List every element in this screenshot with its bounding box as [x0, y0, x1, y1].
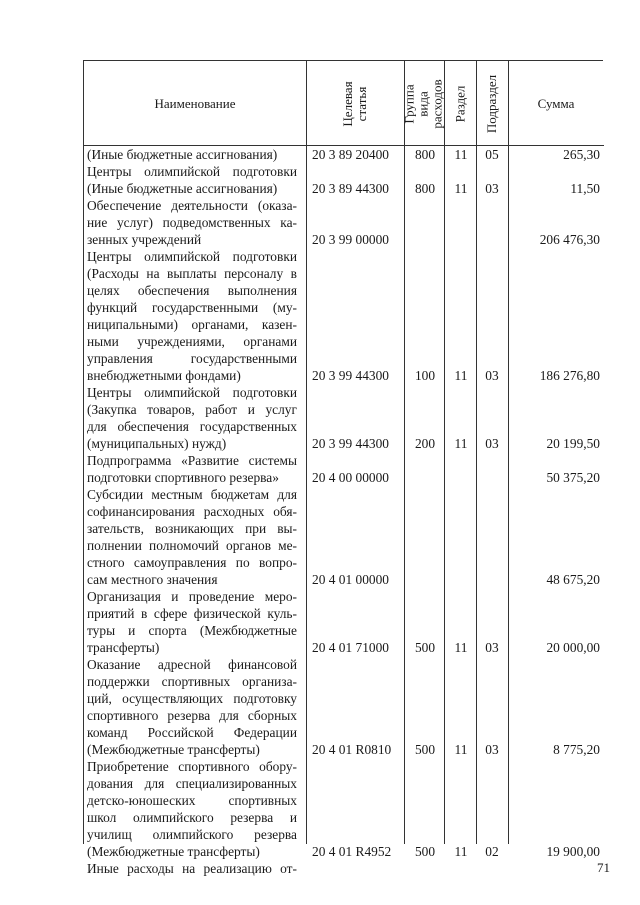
line-sum: 11,50 — [570, 181, 600, 196]
line-sum: 206 476,30 — [539, 232, 600, 247]
line-code: 20 4 01 R4952 — [312, 844, 392, 859]
header-name: Наименование — [154, 95, 236, 111]
header-name-cell — [84, 61, 306, 146]
table-row — [84, 146, 604, 163]
header-sum: Сумма — [537, 95, 575, 111]
header-code-cell — [306, 61, 404, 146]
line-code: 20 3 89 44300 — [312, 181, 389, 196]
table-row — [84, 180, 604, 197]
line-subsection: 03 — [485, 368, 499, 383]
table-row — [84, 367, 604, 384]
line-code: 20 3 99 00000 — [312, 232, 389, 247]
line-subsection: 03 — [485, 742, 499, 757]
header-subsection-cell — [476, 61, 508, 146]
line-group: 500 — [414, 742, 436, 757]
line-sum: 8 775,20 — [553, 742, 600, 757]
line-section: 11 — [454, 368, 468, 383]
line-name: школ олимпийского резерва и — [87, 810, 297, 825]
table-row — [84, 299, 604, 316]
table-row — [84, 384, 604, 401]
table-row — [84, 435, 604, 452]
table-row — [84, 605, 604, 622]
line-code: 20 4 00 00000 — [312, 470, 389, 485]
line-code: 20 4 01 R0810 — [312, 742, 392, 757]
line-name: (Межбюджетные трансферты) — [87, 742, 260, 757]
line-name: стного самоуправления по вопро- — [87, 555, 297, 570]
line-name: внебюджетными фондами) — [87, 368, 241, 383]
line-code: 20 4 01 71000 — [312, 640, 389, 655]
header-section-cell — [444, 61, 476, 146]
table-row — [84, 333, 604, 350]
header-group-cell — [404, 61, 444, 146]
line-sum: 50 375,20 — [546, 470, 600, 485]
table-row — [84, 843, 604, 860]
line-name: ций, осуществляющих подготовку — [87, 691, 297, 706]
table-row — [84, 554, 604, 571]
line-subsection: 03 — [485, 181, 499, 196]
line-subsection: 03 — [485, 640, 499, 655]
table-row — [84, 588, 604, 605]
line-name: (Расходы на выплаты персоналу в — [87, 266, 297, 281]
table-row — [84, 418, 604, 435]
table-row — [84, 826, 604, 843]
table-header — [84, 61, 604, 146]
line-name: Иные расходы на реализацию от- — [87, 861, 297, 876]
table-row — [84, 214, 604, 231]
line-sum: 19 900,00 — [546, 844, 600, 859]
table-row — [84, 639, 604, 656]
line-code: 20 3 89 20400 — [312, 147, 389, 162]
table-row — [84, 163, 604, 180]
line-name: приятий в сфере физической куль- — [87, 606, 297, 621]
line-group: 800 — [414, 147, 436, 162]
table-row — [84, 571, 604, 588]
line-name: Приобретение спортивного обору- — [87, 759, 297, 774]
table-row — [84, 486, 604, 503]
line-group: 800 — [414, 181, 436, 196]
line-group: 500 — [414, 640, 436, 655]
line-name: Субсидии местным бюджетам для — [87, 487, 297, 502]
header-code: Целевая статья — [340, 80, 369, 127]
line-section: 11 — [454, 844, 468, 859]
table-row — [84, 809, 604, 826]
table-row — [84, 622, 604, 639]
line-name: подготовки спортивного резерва» — [87, 470, 279, 485]
header-section: Раздел — [452, 85, 467, 122]
table-row — [84, 673, 604, 690]
line-section: 11 — [454, 640, 468, 655]
line-subsection: 03 — [485, 436, 499, 451]
table-row — [84, 231, 604, 248]
table-row — [84, 265, 604, 282]
line-name: Центры олимпийской подготовки — [87, 385, 297, 400]
table-row — [84, 452, 604, 469]
line-group: 500 — [414, 844, 436, 859]
line-section: 11 — [454, 147, 468, 162]
table-row — [84, 469, 604, 486]
line-name: (Иные бюджетные ассигнования) — [87, 147, 278, 162]
line-name: (муниципальных) нужд) — [87, 436, 227, 451]
table-row — [84, 656, 604, 673]
line-name: детско-юношеских спортивных — [87, 793, 297, 808]
line-name: поддержки спортивных организа- — [87, 674, 297, 689]
line-name: функций государственными (му- — [87, 300, 297, 315]
line-group: 100 — [414, 368, 436, 383]
line-name: Организация и проведение меро- — [87, 589, 297, 604]
line-name: целях обеспечения выполнения — [87, 283, 297, 298]
line-name: ниципальными) органами, казен- — [87, 317, 297, 332]
line-name: спортивного резерва для сборных — [87, 708, 297, 723]
budget-table — [83, 60, 603, 876]
line-name: полнении полномочий органов ме- — [87, 538, 297, 553]
table-row — [84, 690, 604, 707]
header-sum-cell — [508, 61, 604, 146]
table-row — [84, 282, 604, 299]
table-row — [84, 350, 604, 367]
line-name: Подпрограмма «Развитие системы — [87, 453, 297, 468]
table-row — [84, 537, 604, 554]
table-row — [84, 724, 604, 741]
line-name: ными учреждениями, органами — [87, 334, 297, 349]
line-code: 20 3 99 44300 — [312, 368, 389, 383]
line-section: 11 — [454, 436, 468, 451]
line-name: училищ олимпийского резерва — [87, 827, 297, 842]
line-section: 11 — [454, 742, 468, 757]
line-name: (Иные бюджетные ассигнования) — [87, 181, 278, 196]
line-code: 20 3 99 44300 — [312, 436, 389, 451]
line-name: управления государственными — [87, 351, 297, 366]
line-name: ние услуг) подведомственных ка- — [87, 215, 297, 230]
table-row — [84, 860, 604, 877]
table-row — [84, 741, 604, 758]
line-name: туры и спорта (Межбюджетные — [87, 623, 297, 638]
line-section: 11 — [454, 181, 468, 196]
line-sum: 186 276,80 — [539, 368, 600, 383]
line-name: (Закупка товаров, работ и услуг — [87, 402, 297, 417]
line-sum: 20 199,50 — [546, 436, 600, 451]
line-subsection: 02 — [485, 844, 499, 859]
table-row — [84, 503, 604, 520]
line-sum: 20 000,00 — [546, 640, 600, 655]
table-row — [84, 520, 604, 537]
page-number: 71 — [597, 860, 610, 875]
line-name: сам местного значения — [87, 572, 218, 587]
line-name: софинансирования расходных обя- — [87, 504, 297, 519]
line-group: 200 — [414, 436, 436, 451]
table-row — [84, 316, 604, 333]
line-sum: 265,30 — [563, 147, 600, 162]
line-name: дования для специализированных — [87, 776, 297, 791]
table-row — [84, 775, 604, 792]
line-name: (Межбюджетные трансферты) — [87, 844, 260, 859]
line-name: для обеспечения государственных — [87, 419, 297, 434]
line-code: 20 4 01 00000 — [312, 572, 389, 587]
line-name: команд Российской Федерации — [87, 725, 297, 740]
table-row — [84, 707, 604, 724]
line-sum: 48 675,20 — [546, 572, 600, 587]
line-subsection: 05 — [485, 147, 499, 162]
table-row — [84, 792, 604, 809]
line-name: зательств, возникающих при вы- — [87, 521, 297, 536]
line-name: зенных учреждений — [87, 232, 202, 247]
table-row — [84, 401, 604, 418]
line-name: Оказание адресной финансовой — [87, 657, 297, 672]
table-row — [84, 758, 604, 775]
table-row — [84, 197, 604, 214]
line-name: трансферты) — [87, 640, 160, 655]
header-group: Группа вида расходов — [402, 78, 445, 129]
table-row — [84, 248, 604, 265]
line-name: Центры олимпийской подготовки — [87, 249, 297, 264]
line-name: Обеспечение деятельности (оказа- — [87, 198, 297, 213]
line-name: Центры олимпийской подготовки — [87, 164, 297, 179]
header-subsection: Подраздел — [484, 74, 500, 133]
